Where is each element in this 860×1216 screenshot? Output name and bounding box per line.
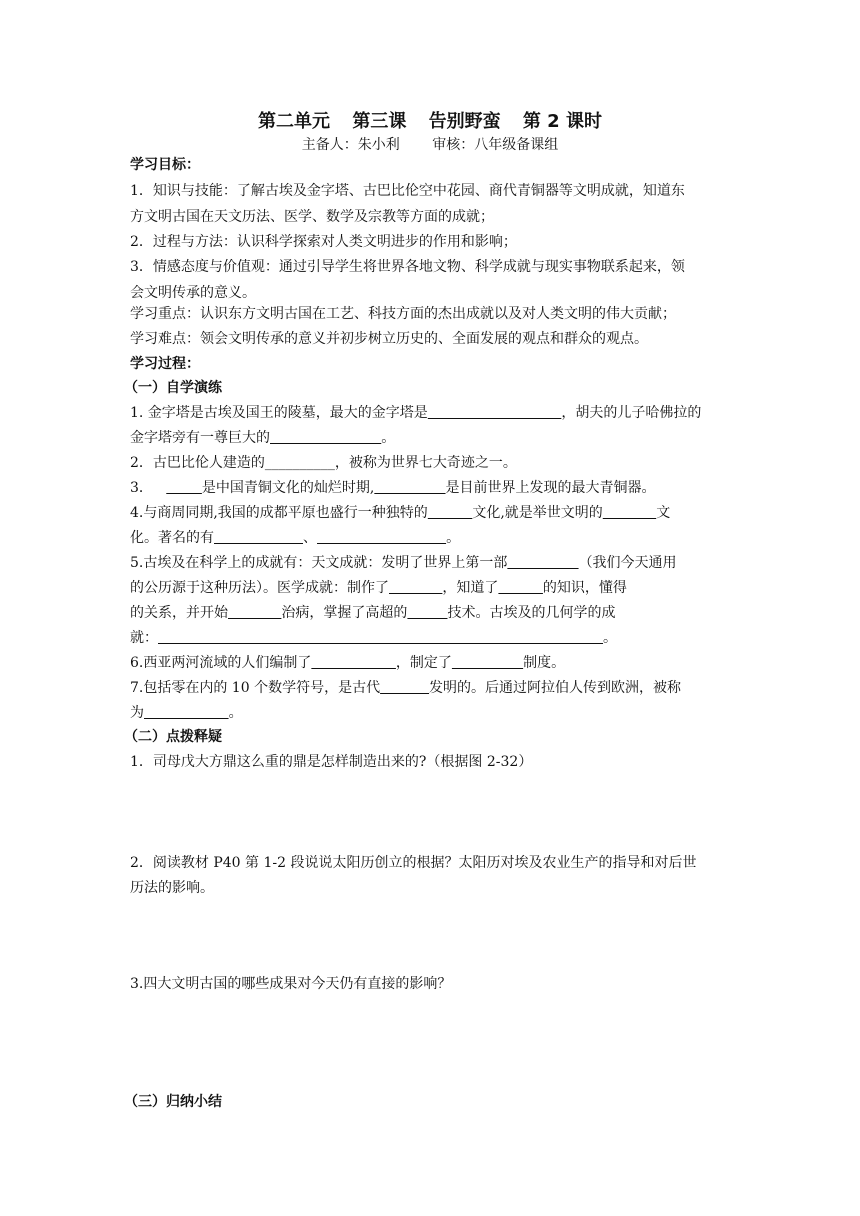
q5-blank-3	[498, 580, 543, 596]
title-topic: 告别野蛮	[428, 111, 501, 132]
q3-text-a: 3．	[130, 480, 167, 496]
q3-text-b: 是中国青铜文化的灿烂时期,	[201, 480, 375, 496]
q5-text-g: 治病，掌握了高超的	[281, 605, 408, 621]
q4-text-b: 文化,就是举世文明的	[472, 505, 603, 521]
title-lesson: 第三课	[352, 111, 407, 132]
q4-blank-1	[428, 505, 473, 521]
q3-blank-2	[374, 480, 445, 496]
q7-text-a: 7.包括零在内的 10 个数学符号，是古代	[130, 680, 381, 696]
title-period: 第 2 课时	[522, 111, 602, 132]
q4-blank-4	[317, 530, 446, 546]
q7-text-c: 为	[130, 705, 144, 721]
objective-1-line-2: 方文明古国在天文历法、医学、数学及宗教等方面的成就；	[130, 209, 494, 225]
q5-text-b: （我们今天通用	[578, 555, 677, 571]
section-summary: （三）归纳小结	[124, 1094, 222, 1110]
q4-text-d: 化。著名的有	[130, 530, 214, 546]
q5-blank-6	[158, 630, 603, 646]
q5-text-c: 的公历源于这种历法）。医学成就：制作了	[130, 580, 389, 596]
question-6	[130, 654, 730, 672]
key-point: 学习重点：认识东方文明古国在工艺、科技方面的杰出成就以及对人类文明的伟大贡献；	[130, 306, 676, 322]
objective-2: 2．过程与方法：认识科学探索对人类文明进步的作用和影响；	[130, 234, 517, 250]
q2-blank: __________	[264, 455, 335, 471]
objective-3-line-1: 3．情感态度与价值观：通过引导学生将世界各地文物、科学成就与现实事物联系起来，领	[130, 259, 685, 275]
q7-text-b: 发明的。后通过阿拉伯人传到欧洲，被称	[429, 680, 682, 696]
question-1-line-1	[130, 404, 730, 422]
difficult-point: 学习难点：领会文明传承的意义并初步树立历史的、全面发展的观点和群众的观点。	[130, 331, 648, 347]
q5-text-i: 就：	[130, 630, 158, 646]
q6-text-b: ，制定了	[395, 655, 452, 671]
q5-text-h: 技术。古埃及的几何学的成	[447, 605, 616, 621]
q4-text-a: 4.与商周同期,我国的成都平原也盛行一种独特的	[130, 505, 428, 521]
discussion-2-line-2: 历法的影响。	[130, 880, 214, 896]
q1-blank-1	[428, 405, 562, 421]
q5-blank-1	[507, 555, 578, 571]
q3-text-c: 是目前世界上发现的最大青铜器。	[445, 480, 656, 496]
authors-line	[0, 134, 860, 154]
question-5-line-2	[130, 579, 730, 597]
q1-blank-2	[270, 430, 381, 446]
q4-blank-2	[603, 505, 656, 521]
question-2	[130, 454, 730, 472]
preparer: 主备人：朱小利	[301, 137, 400, 153]
q5-text-a: 5.古埃及在科学上的成就有：天文成就：发明了世界上第一部	[130, 555, 508, 571]
q6-blank-2	[452, 655, 523, 671]
q7-text-d: 。	[228, 705, 243, 721]
process-heading: 学习过程：	[130, 356, 200, 372]
question-3	[130, 479, 730, 497]
q7-blank-2	[144, 705, 229, 721]
q4-text-c: 文	[656, 505, 671, 521]
q4-blank-3	[214, 530, 303, 546]
question-4-line-2	[130, 529, 730, 547]
q5-text-e: 的知识，懂得	[542, 580, 627, 596]
question-5-line-3	[130, 604, 730, 622]
q1-text-c: 金字塔旁有一尊巨大的	[130, 430, 270, 446]
q6-blank-1	[311, 655, 396, 671]
q7-blank-1	[380, 680, 429, 696]
q5-text-f: 的关系，并开始	[130, 605, 228, 621]
q2-text-b: ，被称为世界七大奇迹之一。	[334, 455, 517, 471]
discussion-3: 3.四大文明古国的哪些成果对今天仍有直接的影响？	[130, 976, 452, 992]
q1-text-a: 1. 金字塔是古埃及国王的陵墓，最大的金字塔是	[130, 405, 428, 421]
reviewer: 审核：八年级备课组	[432, 137, 559, 153]
objective-3-line-2: 会文明传承的意义。	[130, 285, 256, 301]
q5-text-j: 。	[603, 630, 618, 646]
page-title	[0, 107, 860, 133]
question-7-line-1	[130, 679, 730, 697]
question-1-line-2	[130, 429, 730, 447]
section-discussion: （二）点拨释疑	[124, 729, 222, 745]
discussion-1: 1．司母戊大方鼎这么重的鼎是怎样制造出来的?（根据图 2-32）	[130, 754, 533, 770]
q6-text-c: 制度。	[523, 655, 566, 671]
q5-blank-2	[389, 580, 442, 596]
q5-blank-5	[407, 605, 447, 621]
q2-text-a: 2．古巴比伦人建造的	[130, 455, 265, 471]
q6-text-a: 6.西亚两河流域的人们编制了	[130, 655, 312, 671]
question-5-line-1	[130, 554, 730, 572]
objective-1-line-1: 1．知识与技能：了解古埃及金字塔、古巴比伦空中花园、商代青铜器等文明成就，知道东	[130, 183, 685, 199]
q1-text-b: ，胡夫的儿子哈佛拉的	[561, 405, 702, 421]
objectives-heading: 学习目标：	[130, 157, 200, 173]
discussion-2-line-1: 2．阅读教材 P40 第 1-2 段说说太阳历创立的根据？太阳历对埃及农业生产的指导和对后世	[130, 855, 697, 871]
q4-text-f: 。	[446, 530, 461, 546]
question-5-line-4	[130, 629, 730, 647]
question-4-line-1	[130, 504, 730, 522]
q1-text-d: 。	[381, 430, 396, 446]
question-7-line-2	[130, 704, 730, 722]
title-unit: 第二单元	[258, 111, 331, 132]
q4-text-e: 、	[303, 530, 318, 546]
q5-text-d: ，知道了	[442, 580, 499, 596]
q3-blank-1	[166, 480, 202, 496]
section-self-study: （一）自学演练	[124, 380, 222, 396]
q5-blank-4	[228, 605, 281, 621]
